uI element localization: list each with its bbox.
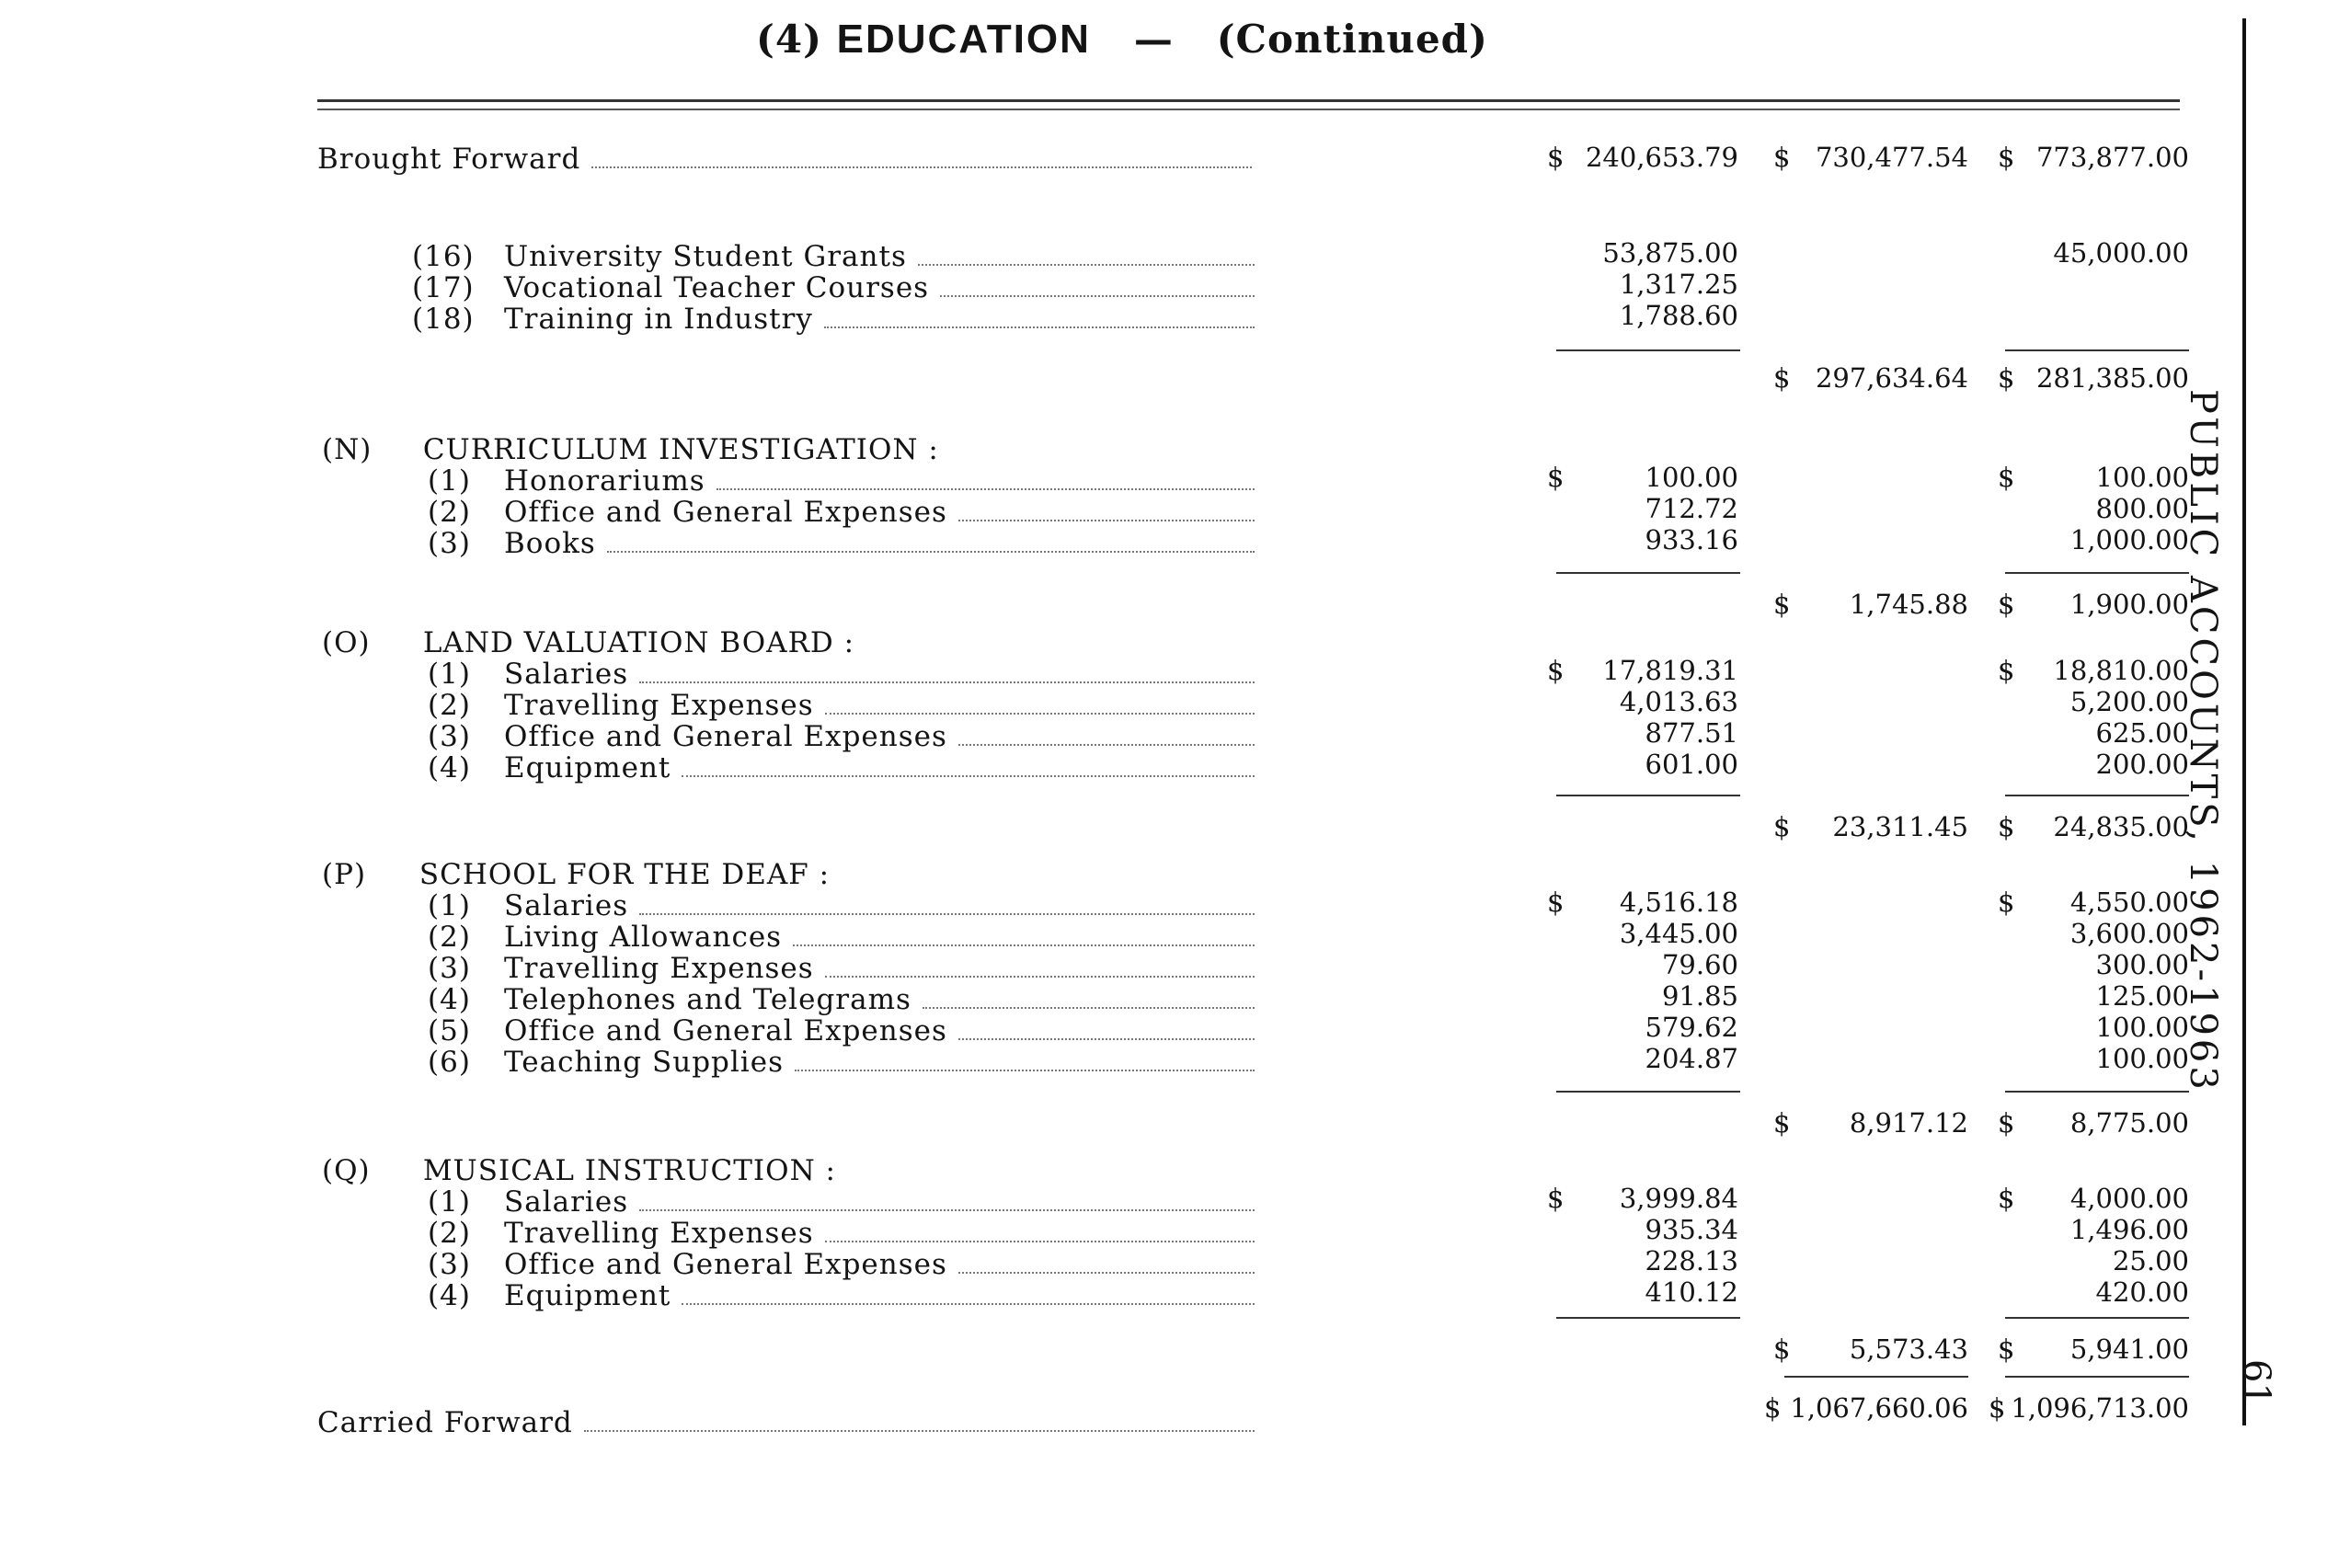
dollar-sign: $ <box>1547 887 1565 918</box>
title-dash: — <box>1133 17 1174 62</box>
section-total: 23,311.45 <box>1832 811 1968 842</box>
item-estimate: 1,000.00 <box>2069 524 2189 555</box>
item-actual: 712.72 <box>1645 493 1738 524</box>
item-label: Travelling Expenses <box>504 1217 814 1250</box>
item-label: University Student Grants <box>504 240 907 273</box>
item-label: Salaries <box>504 658 629 691</box>
item-estimate: 100.00 <box>2095 462 2189 493</box>
item-number: (18) <box>412 303 475 336</box>
item-actual: 1,788.60 <box>1619 300 1738 331</box>
section-header <box>322 1155 836 1186</box>
item-actual: 53,875.00 <box>1602 237 1738 269</box>
dollar-sign: $ <box>1998 1107 2015 1139</box>
item-number: (3) <box>428 527 471 560</box>
leader-dots <box>639 1208 1255 1211</box>
dollar-sign: $ <box>1998 589 2015 620</box>
subtotal-rule <box>1556 795 1740 796</box>
item-actual: 601.00 <box>1645 749 1738 780</box>
dollar-sign: $ <box>1773 589 1791 620</box>
header-rule-2 <box>317 109 2180 110</box>
leader-dots <box>958 1037 1255 1040</box>
leader-dots <box>958 1271 1255 1274</box>
dollar-sign: $ <box>1998 1333 2015 1365</box>
dollar-sign: $ <box>1998 811 2015 842</box>
item-estimate: 5,200.00 <box>2069 686 2189 717</box>
item-number: (17) <box>412 271 475 304</box>
item-label: Honorariums <box>504 464 705 498</box>
item-number: (1) <box>428 1185 471 1219</box>
brought-forward-col2: 730,477.54 <box>1815 142 1968 173</box>
running-title: PUBLIC ACCOUNTS, 1962-1963 <box>2182 389 2224 1093</box>
item-estimate: 300.00 <box>2095 949 2189 980</box>
leader-dots <box>584 1429 1255 1432</box>
section-code: (N) <box>322 433 373 466</box>
item-number: (1) <box>428 658 471 691</box>
item-number: (2) <box>428 921 471 954</box>
section-subtitle: (Continued) <box>1216 17 1488 62</box>
leader-dots <box>607 550 1255 553</box>
item-estimate: 25.00 <box>2112 1245 2189 1276</box>
item-number: (1) <box>428 464 471 498</box>
dollar-sign: $ <box>1764 1392 1782 1424</box>
item-estimate: 3,600.00 <box>2069 918 2189 949</box>
leader-dots <box>793 944 1255 946</box>
section-header <box>322 434 939 465</box>
item-estimate: 625.00 <box>2095 717 2189 749</box>
dollar-sign: $ <box>1773 1333 1791 1365</box>
item-actual: 204.87 <box>1645 1043 1738 1074</box>
subtotal-rule <box>2005 349 2189 351</box>
dollar-sign: $ <box>1547 462 1565 493</box>
dollar-sign: $ <box>1773 811 1791 842</box>
leader-dots <box>918 263 1255 266</box>
item-label: Office and General Expenses <box>504 496 947 529</box>
item-estimate: 1,496.00 <box>2069 1214 2189 1245</box>
leader-dots <box>795 1069 1255 1071</box>
dollar-sign: $ <box>1998 462 2015 493</box>
dollar-sign: $ <box>1998 887 2015 918</box>
carried-forward-col2: 1,067,660.06 <box>1790 1392 1968 1424</box>
item-actual: 79.60 <box>1661 949 1738 980</box>
carried-forward-label: Carried Forward <box>317 1406 573 1439</box>
leader-dots <box>923 1006 1255 1009</box>
item-label: Office and General Expenses <box>504 1248 947 1281</box>
brought-forward-label: Brought Forward <box>317 143 581 176</box>
dollar-sign: $ <box>1998 655 2015 686</box>
item-actual: 17,819.31 <box>1602 655 1738 686</box>
leader-dots <box>958 519 1255 521</box>
item-actual: 935.34 <box>1645 1214 1738 1245</box>
dollar-sign: $ <box>1998 142 2015 173</box>
leader-dots <box>825 712 1255 715</box>
item-number: (16) <box>412 240 475 273</box>
item-label: Books <box>504 527 596 560</box>
subtotal-rule <box>1556 1091 1740 1093</box>
item-actual: 100.00 <box>1645 462 1738 493</box>
section-heading: MUSICAL INSTRUCTION : <box>422 1154 836 1187</box>
section-header <box>322 859 830 890</box>
leader-dots <box>682 774 1255 777</box>
section-code: (Q) <box>322 1154 371 1187</box>
item-label: Vocational Teacher Courses <box>504 271 930 304</box>
total-rule <box>2005 1376 2189 1378</box>
subtotal-rule <box>2005 572 2189 574</box>
section-total: 5,573.43 <box>1849 1333 1968 1365</box>
item-label: Office and General Expenses <box>504 1014 947 1047</box>
item-label: Teaching Supplies <box>504 1046 784 1079</box>
item-estimate: 4,550.00 <box>2069 887 2189 918</box>
subtotal-rule <box>2005 795 2189 796</box>
dollar-sign: $ <box>1998 362 2015 394</box>
item-number: (3) <box>428 1248 471 1281</box>
page-title <box>0 17 2244 63</box>
brought-forward-col3: 773,877.00 <box>2035 142 2189 173</box>
item-number: (3) <box>428 952 471 985</box>
item-label: Training in Industry <box>504 303 813 336</box>
carried-forward-col3: 1,096,713.00 <box>2011 1392 2189 1424</box>
leader-dots <box>825 1240 1255 1242</box>
leader-dots <box>591 166 1252 168</box>
section-total-estimate: 24,835.00 <box>2053 811 2189 842</box>
item-label: Living Allowances <box>504 921 783 954</box>
item-number: (4) <box>428 983 471 1016</box>
total-rule <box>1784 1376 1968 1378</box>
item-estimate: 200.00 <box>2095 749 2189 780</box>
item-actual: 91.85 <box>1661 980 1738 1012</box>
margin-rule <box>2242 18 2246 1425</box>
page-number: 61 <box>2235 1359 2277 1406</box>
section-total-estimate: 8,775.00 <box>2069 1107 2189 1139</box>
section-total-estimate: 5,941.00 <box>2069 1333 2189 1365</box>
dollar-sign: $ <box>1998 1183 2015 1214</box>
item-estimate: 125.00 <box>2095 980 2189 1012</box>
item-label: Salaries <box>504 1185 629 1219</box>
dollar-sign: $ <box>1773 142 1791 173</box>
item-label: Travelling Expenses <box>504 689 814 722</box>
item-number: (2) <box>428 1217 471 1250</box>
leader-dots <box>940 294 1255 297</box>
dollar-sign: $ <box>1773 1107 1791 1139</box>
item-number: (5) <box>428 1014 471 1047</box>
dollar-sign: $ <box>1547 655 1565 686</box>
section-heading: SCHOOL FOR THE DEAF : <box>418 858 831 891</box>
item-number: (6) <box>428 1046 471 1079</box>
leader-dots <box>958 743 1255 746</box>
item-estimate: 4,000.00 <box>2069 1183 2189 1214</box>
header-rule <box>317 99 2180 102</box>
section-total: 8,917.12 <box>1849 1107 1968 1139</box>
item-number: (1) <box>428 889 471 922</box>
item-actual: 1,317.25 <box>1619 269 1738 300</box>
leader-dots <box>716 487 1255 490</box>
item-label: Telephones and Telegrams <box>504 983 911 1016</box>
section-title: EDUCATION <box>836 17 1091 62</box>
dollar-sign: $ <box>1773 362 1791 394</box>
item-estimate: 100.00 <box>2095 1043 2189 1074</box>
section-code: (O) <box>322 626 371 659</box>
section-heading: CURRICULUM INVESTIGATION : <box>422 433 939 466</box>
item-number: (2) <box>428 496 471 529</box>
group-total-estimate: 281,385.00 <box>2035 362 2189 394</box>
item-label: Travelling Expenses <box>504 952 814 985</box>
section-header <box>322 627 854 658</box>
section-heading: LAND VALUATION BOARD : <box>422 626 855 659</box>
item-estimate: 420.00 <box>2095 1276 2189 1308</box>
item-actual: 933.16 <box>1645 524 1738 555</box>
leader-dots <box>824 326 1255 328</box>
subtotal-rule <box>2005 1091 2189 1093</box>
brought-forward-col1: 240,653.79 <box>1585 142 1738 173</box>
item-estimate: 800.00 <box>2095 493 2189 524</box>
item-actual: 228.13 <box>1645 1245 1738 1276</box>
item-label: Equipment <box>504 1279 671 1312</box>
item-actual: 3,445.00 <box>1619 918 1738 949</box>
item-actual: 4,516.18 <box>1619 887 1738 918</box>
item-label: Equipment <box>504 751 671 784</box>
dollar-sign: $ <box>1547 1183 1565 1214</box>
dollar-sign: $ <box>1989 1392 2006 1424</box>
leader-dots <box>639 681 1255 683</box>
item-number: (4) <box>428 751 471 784</box>
section-total: 1,745.88 <box>1849 589 1968 620</box>
subtotal-rule <box>1556 572 1740 574</box>
item-actual: 410.12 <box>1645 1276 1738 1308</box>
subtotal-rule <box>2005 1317 2189 1319</box>
item-number: (4) <box>428 1279 471 1312</box>
section-total-estimate: 1,900.00 <box>2069 589 2189 620</box>
group-total: 297,634.64 <box>1815 362 1968 394</box>
item-label: Salaries <box>504 889 629 922</box>
subtotal-rule <box>1556 1317 1740 1319</box>
item-estimate: 45,000.00 <box>2053 237 2189 269</box>
item-actual: 877.51 <box>1645 717 1738 749</box>
item-actual: 579.62 <box>1645 1012 1738 1043</box>
leader-dots <box>682 1302 1255 1305</box>
section-code: (P) <box>322 858 367 891</box>
section-number: (4) <box>756 17 823 62</box>
leader-dots <box>825 975 1255 978</box>
item-label: Office and General Expenses <box>504 720 947 753</box>
dollar-sign: $ <box>1547 142 1565 173</box>
item-estimate: 18,810.00 <box>2053 655 2189 686</box>
item-number: (2) <box>428 689 471 722</box>
item-actual: 3,999.84 <box>1619 1183 1738 1214</box>
leader-dots <box>639 912 1255 915</box>
item-actual: 4,013.63 <box>1619 686 1738 717</box>
item-number: (3) <box>428 720 471 753</box>
subtotal-rule <box>1556 349 1740 351</box>
item-estimate: 100.00 <box>2095 1012 2189 1043</box>
